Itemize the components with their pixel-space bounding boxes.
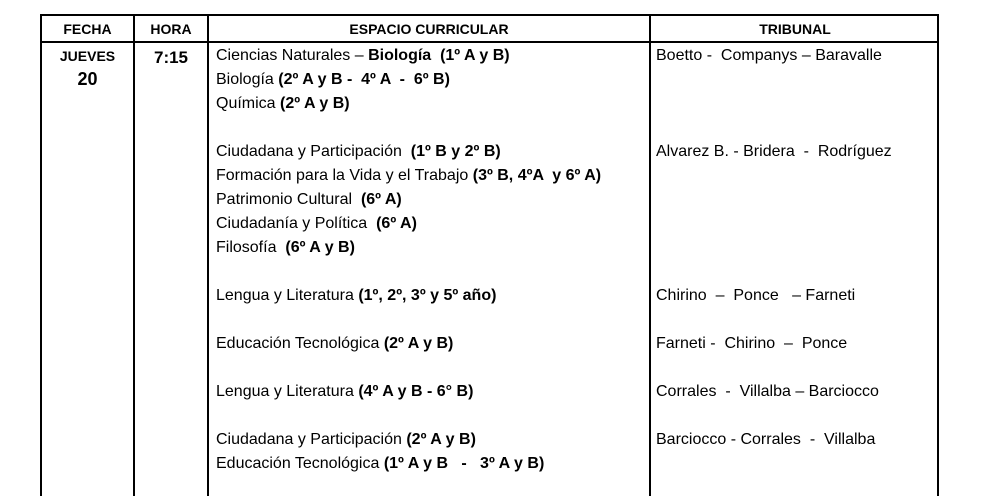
subject-name: Lengua y Literatura	[216, 383, 359, 400]
group-spacer	[656, 356, 936, 380]
group-spacer	[216, 356, 646, 380]
subject-name: Ciudadana y Participación	[216, 431, 407, 448]
tribunal-members: Corrales - Villalba – Barciocco	[656, 383, 879, 400]
tribunal-spacer	[656, 92, 936, 116]
tribunal-spacer	[656, 188, 936, 212]
subject-line	[216, 92, 646, 116]
tribunal-spacer	[656, 452, 936, 476]
course-detail: (1º, 2º, 3º y 5º año)	[358, 287, 497, 304]
subject-line	[216, 452, 646, 476]
course-detail: (3º B, 4ºA y 6º A)	[472, 167, 602, 184]
group-spacer	[216, 404, 646, 428]
course-detail: (2º A y B - 4º A - 6º B)	[278, 71, 450, 88]
tribunal-members: Alvarez B. - Bridera - Rodríguez	[656, 143, 892, 160]
tribunal-column	[656, 44, 936, 476]
subject-line	[216, 188, 646, 212]
hora-cell: 7:15	[153, 48, 189, 67]
group-spacer	[656, 308, 936, 332]
column-divider	[649, 16, 651, 496]
subject-name: Filosofía	[216, 239, 286, 256]
course-detail: (1º A y B)	[431, 47, 510, 64]
header-fecha: FECHA	[63, 21, 112, 37]
subject-name: Educación Tecnológica	[216, 455, 384, 472]
fecha-number: 20	[77, 69, 98, 89]
subject-line	[216, 68, 646, 92]
course-detail: (2º A y B)	[280, 95, 350, 112]
course-detail: (4º A y B - 6° B)	[358, 383, 474, 400]
subject-line	[216, 140, 646, 164]
column-divider	[207, 16, 209, 496]
subject-name: Educación Tecnológica	[216, 335, 384, 352]
subject-name: Química	[216, 95, 281, 112]
tribunal-members: Farneti - Chirino – Ponce	[656, 335, 848, 352]
course-detail: Biología	[368, 47, 432, 64]
subject-line	[216, 380, 646, 404]
subject-line	[216, 236, 646, 260]
subject-line	[216, 164, 646, 188]
tribunal-members: Barciocco - Corrales - Villalba	[656, 431, 876, 448]
course-detail: (1º B y 2º B)	[410, 143, 501, 160]
group-spacer	[216, 260, 646, 284]
group-spacer	[656, 404, 936, 428]
subject-line	[216, 428, 646, 452]
course-detail: (6º A)	[360, 191, 402, 208]
subject-name: Patrimonio Cultural	[216, 191, 361, 208]
espacio-curricular-column	[216, 44, 646, 476]
course-detail: (6º A y B)	[285, 239, 355, 256]
subject-name: Ciudadanía y Política	[216, 215, 377, 232]
tribunal-members: Chirino – Ponce – Farneti	[656, 287, 856, 304]
tribunal-members: Boetto - Companys – Baravalle	[656, 47, 882, 64]
column-divider	[133, 16, 135, 496]
group-spacer	[656, 116, 936, 140]
header-espacio-curricular: ESPACIO CURRICULAR	[349, 21, 509, 37]
course-detail: (2º A y B)	[383, 335, 454, 352]
header-tribunal: TRIBUNAL	[759, 21, 831, 37]
subject-name: Ciudadana y Participación	[216, 143, 411, 160]
fecha-day: JUEVES	[59, 48, 116, 64]
group-spacer	[216, 116, 646, 140]
group-spacer	[216, 308, 646, 332]
subject-name: Lengua y Literatura	[216, 287, 359, 304]
header-hora: HORA	[150, 21, 192, 37]
course-detail: (1º A y B - 3º A y B)	[383, 455, 545, 472]
fecha-cell	[42, 46, 133, 92]
subject-line	[216, 284, 646, 308]
course-detail: (2º A y B)	[406, 431, 476, 448]
subject-name: Ciencias Naturales –	[216, 47, 369, 64]
tribunal-spacer	[656, 212, 936, 236]
subject-line	[216, 332, 646, 356]
tribunal-spacer	[656, 164, 936, 188]
subject-name: Formación para la Vida y el Trabajo	[216, 167, 473, 184]
tribunal-spacer	[656, 236, 936, 260]
group-spacer	[656, 260, 936, 284]
subject-name: Biología	[216, 71, 279, 88]
subject-line	[216, 212, 646, 236]
tribunal-spacer	[656, 68, 936, 92]
exam-schedule-table	[40, 14, 939, 496]
subject-line	[216, 44, 646, 68]
course-detail: (6º A)	[376, 215, 417, 232]
